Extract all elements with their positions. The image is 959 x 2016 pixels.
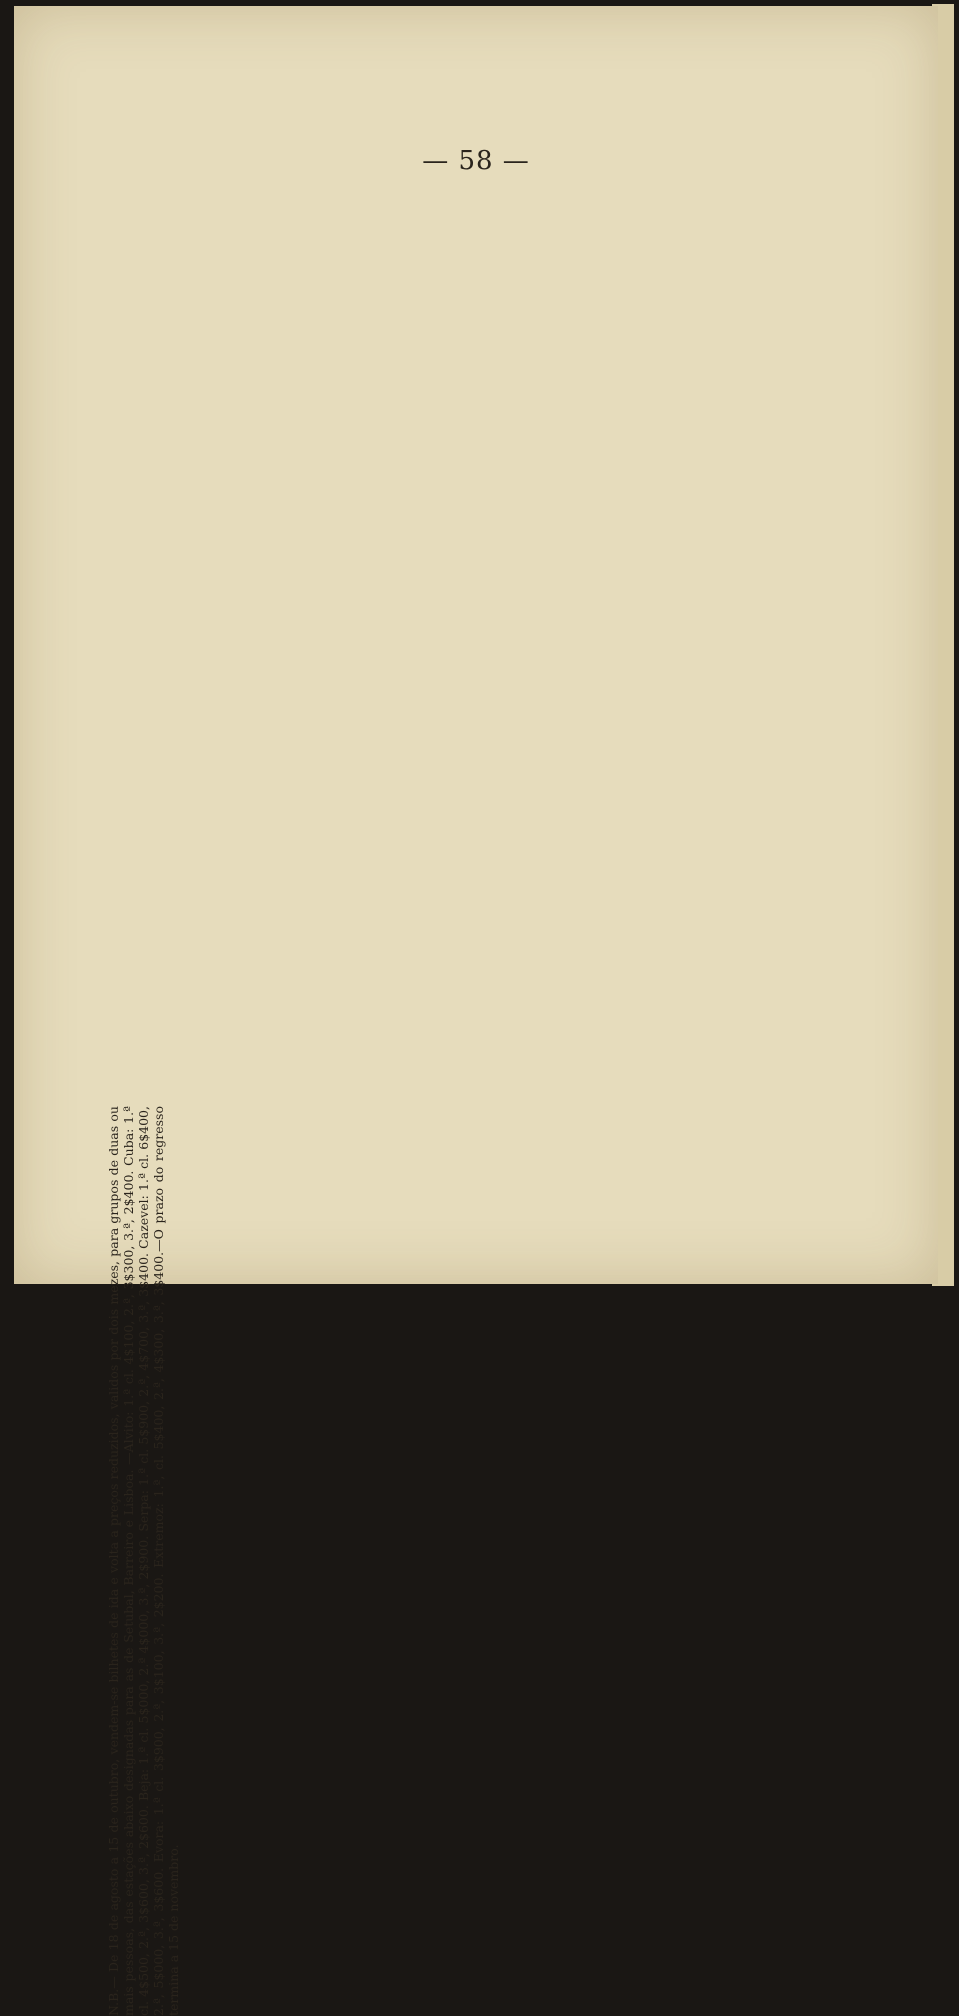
note-paragraph: N.B.— De 18 de agosto a 15 de outubro, vendem-se bilhetes de ida e volta a preços reduzidos, validos por dois mezes, para grupos de duas ou mais pessoas, das estações abaixo designadas para as de Setubal, Barreiro e Lisboa. —Alvito: 1.ª cl. 4$100, 2.ª, 3$300, 3.ª, 2$400. Cuba: 1.ª cl. 4$500, 2.ª, 3$600, 3.ª, 2$600. Beja: 1.ª cl. 5$000, 2.ª 4$000, 3.ª, 2$900. Serpa: 1.ª cl. 5$900, 2.ª, 4$700, 3.ª, 3$400. Cazevel: 1.ª cl. 6$400, 2.ª, 5$000, 3.ª, 3$600. Evora: 1.ª cl. 3$900, 2.ª, 3$100, 3.ª, 2$200. Extremoz: 1.ª, cl. 5$400, 2.ª, 4$300, 3.ª, 3$400.—O prazo do regresso termina a 15 de novembro.	[106, 1106, 181, 2016]
rotated-content	[0, 1106, 236, 2016]
document-page	[14, 6, 938, 2016]
page-number: — 58 —	[422, 146, 530, 176]
